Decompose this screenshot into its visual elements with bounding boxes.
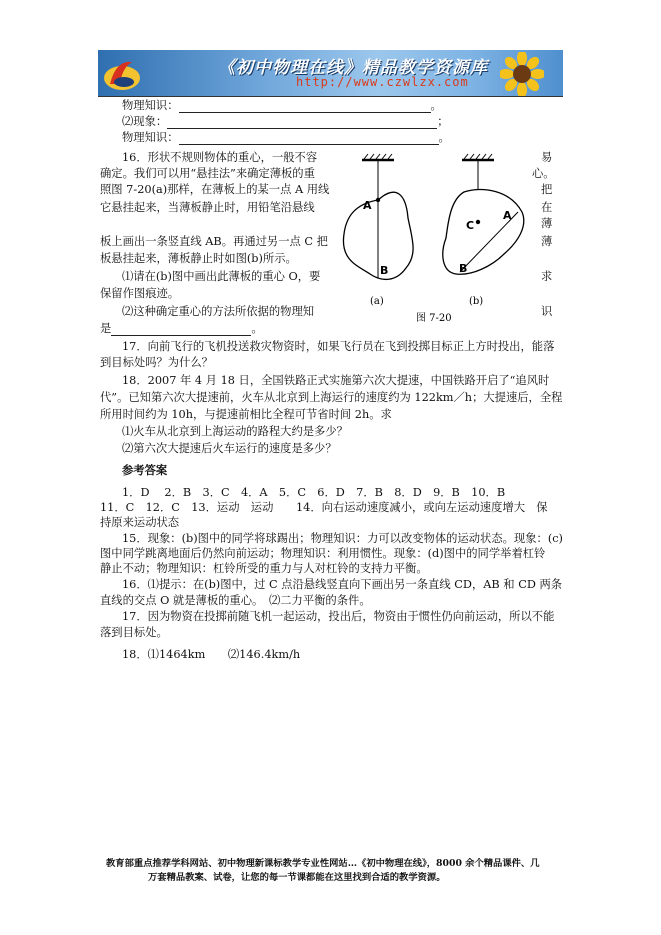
ceiling-b bbox=[462, 154, 494, 160]
answer-blank[interactable] bbox=[179, 101, 431, 113]
q16-line-3: 照图 7-20(a)那样，在薄板上的某一点 A 用线 bbox=[100, 183, 330, 196]
figure-caption: 图 7-20 bbox=[416, 313, 452, 324]
answers-line-6: 静止不动；物理知识：杠铃所受的重力与人对杠铃的支持力平衡。 bbox=[100, 562, 428, 575]
q17-line-1: 17．向前飞行的飞机投送救灾物资时，如果飞行员在飞到投掷目标正上方时投出，能落 bbox=[122, 340, 555, 353]
label-b: (b) bbox=[469, 296, 484, 307]
header-url[interactable]: http://www.czwlzx.com bbox=[296, 75, 469, 89]
punct: ； bbox=[437, 115, 449, 128]
label-point-b: B bbox=[380, 264, 389, 277]
sunflower-icon bbox=[500, 52, 544, 96]
header-banner bbox=[98, 50, 563, 97]
answers-line-11: 18．⑴1464km ⑵146.4km/h bbox=[122, 648, 301, 661]
answers-line-2: 11．C 12．C 13．运动 运动 14．向右运动速度减小，或向左运动速度增大 保 bbox=[100, 501, 548, 514]
header-rule bbox=[98, 96, 563, 97]
q16-line-9: 保留作图痕迹。 bbox=[100, 287, 180, 300]
q16-line-11 bbox=[100, 322, 263, 336]
ceiling-a bbox=[362, 154, 394, 160]
label-point-a: A bbox=[363, 199, 372, 212]
q16-line-4: 它悬挂起来，当薄板静止时，用铅笔沿悬线 bbox=[100, 201, 315, 214]
q16-line-2: 确定。我们可以用“悬挂法”来确定薄板的重 bbox=[100, 167, 315, 180]
q16-line-5-end: 薄 bbox=[541, 217, 553, 230]
answers-line-10: 落到目标处。 bbox=[100, 626, 168, 639]
label-point-a-b: A bbox=[503, 209, 512, 222]
q18-line-4: ⑴火车从北京到上海运动的路程大约是多少？ bbox=[122, 425, 348, 438]
point-a-dot bbox=[376, 198, 380, 202]
label: 物理知识： bbox=[122, 99, 179, 112]
answer-blank[interactable] bbox=[179, 133, 439, 145]
q16-line-1-end: 易 bbox=[541, 151, 553, 164]
label: 物理知识： bbox=[122, 131, 179, 144]
q16-line-8: ⑴请在(b)图中画出此薄板的重心 O，要 bbox=[122, 270, 321, 283]
q16-line-7: 板悬挂起来，薄板静止时如图(b)所示。 bbox=[100, 252, 297, 265]
punct: 。 bbox=[251, 322, 263, 335]
answers-line-3: 持原来运动状态 bbox=[100, 516, 180, 529]
q16-line-6: 板上画出一条竖直线 AB。再通过另一点 C 把 bbox=[100, 235, 328, 248]
punct: 。 bbox=[430, 99, 442, 112]
plate-b bbox=[443, 189, 524, 274]
q18-line-1: 18．2007 年 4 月 18 日，全国铁路正式实施第六次大提速，中国铁路开启了“追风时 bbox=[122, 374, 550, 387]
header-title: 《初中物理在线》精品教学资源库 bbox=[218, 58, 488, 78]
logo-icon bbox=[102, 54, 142, 94]
answer-blank[interactable] bbox=[167, 117, 437, 129]
label-point-b-b: B bbox=[459, 262, 468, 275]
answer-blank[interactable] bbox=[111, 324, 251, 336]
q16-line-3-end: 把 bbox=[541, 183, 553, 196]
blank-line-2 bbox=[122, 115, 449, 129]
q18-line-2: 代”。已知第六次大提速前，火车从北京到上海运行的速度约为 122km／h；大提速后，全程 bbox=[100, 391, 563, 404]
q16-line-10: ⑵这种确定重心的方法所依据的物理知 bbox=[122, 305, 315, 318]
punct: 。 bbox=[438, 131, 450, 144]
footer-line-2: 万套精品教案、试卷，让您的每一节课都能在这里找到合适的教学资源。 bbox=[148, 872, 446, 883]
blank-line-3 bbox=[122, 131, 450, 145]
q16-line-8-end: 求 bbox=[541, 270, 553, 283]
answers-line-8: 直线的交点 O 就是薄板的重心。 ⑵二力平衡的条件。 bbox=[100, 594, 371, 607]
q16-line-10-end: 识 bbox=[541, 305, 553, 318]
q18-line-3: 所用时间约为 10h，与提速前相比全程可节省时间 2h。求 bbox=[100, 408, 392, 421]
footer-line-1: 教育部重点推荐学科网站、初中物理新课标教学专业性网站…《初中物理在线》，8000 余个精品课件、几 bbox=[106, 858, 540, 869]
q16-line-6-end: 薄 bbox=[541, 235, 553, 248]
figure-7-20 bbox=[332, 150, 542, 330]
answers-heading: 参考答案 bbox=[122, 463, 168, 477]
q16-line-2-end: 心。 bbox=[532, 167, 555, 180]
label-point-c: C bbox=[466, 219, 475, 232]
answers-line-5: 图中同学跳离地面后仍然向前运动；物理知识：利用惯性。现象：(d)图中的同学举着杠铃 bbox=[100, 547, 546, 560]
label: ⑵现象： bbox=[122, 115, 168, 128]
q18-line-5: ⑵第六次大提速后火车运行的速度是多少？ bbox=[122, 442, 337, 455]
q17-line-2: 到目标处吗？为什么？ bbox=[100, 356, 213, 369]
point-c-dot bbox=[476, 220, 480, 224]
label-a: (a) bbox=[370, 296, 384, 307]
label: 是 bbox=[100, 322, 112, 335]
q16-line-1: 16．形状不规则物体的重心，一般不容 bbox=[122, 151, 318, 164]
answers-line-4: 15．现象：(b)图中的同学将球踢出；物理知识：力可以改变物体的运动状态。现象：(c) bbox=[122, 532, 563, 545]
blank-line-1 bbox=[122, 99, 442, 113]
answers-line-7: 16．⑴提示：在(b)图中，过 C 点沿悬线竖直向下画出另一条直线 CD，AB 和 CD 两条 bbox=[122, 578, 563, 591]
q16-line-4-end: 在 bbox=[541, 201, 553, 214]
answers-line-9: 17．因为物资在投掷前随飞机一起运动，投出后，物资由于惯性仍向前运动，所以不能 bbox=[122, 610, 555, 623]
answers-line-1: 1．D 2．B 3．C 4．A 5．C 6．D 7．B 8．D 9．B 10．B bbox=[122, 486, 506, 499]
